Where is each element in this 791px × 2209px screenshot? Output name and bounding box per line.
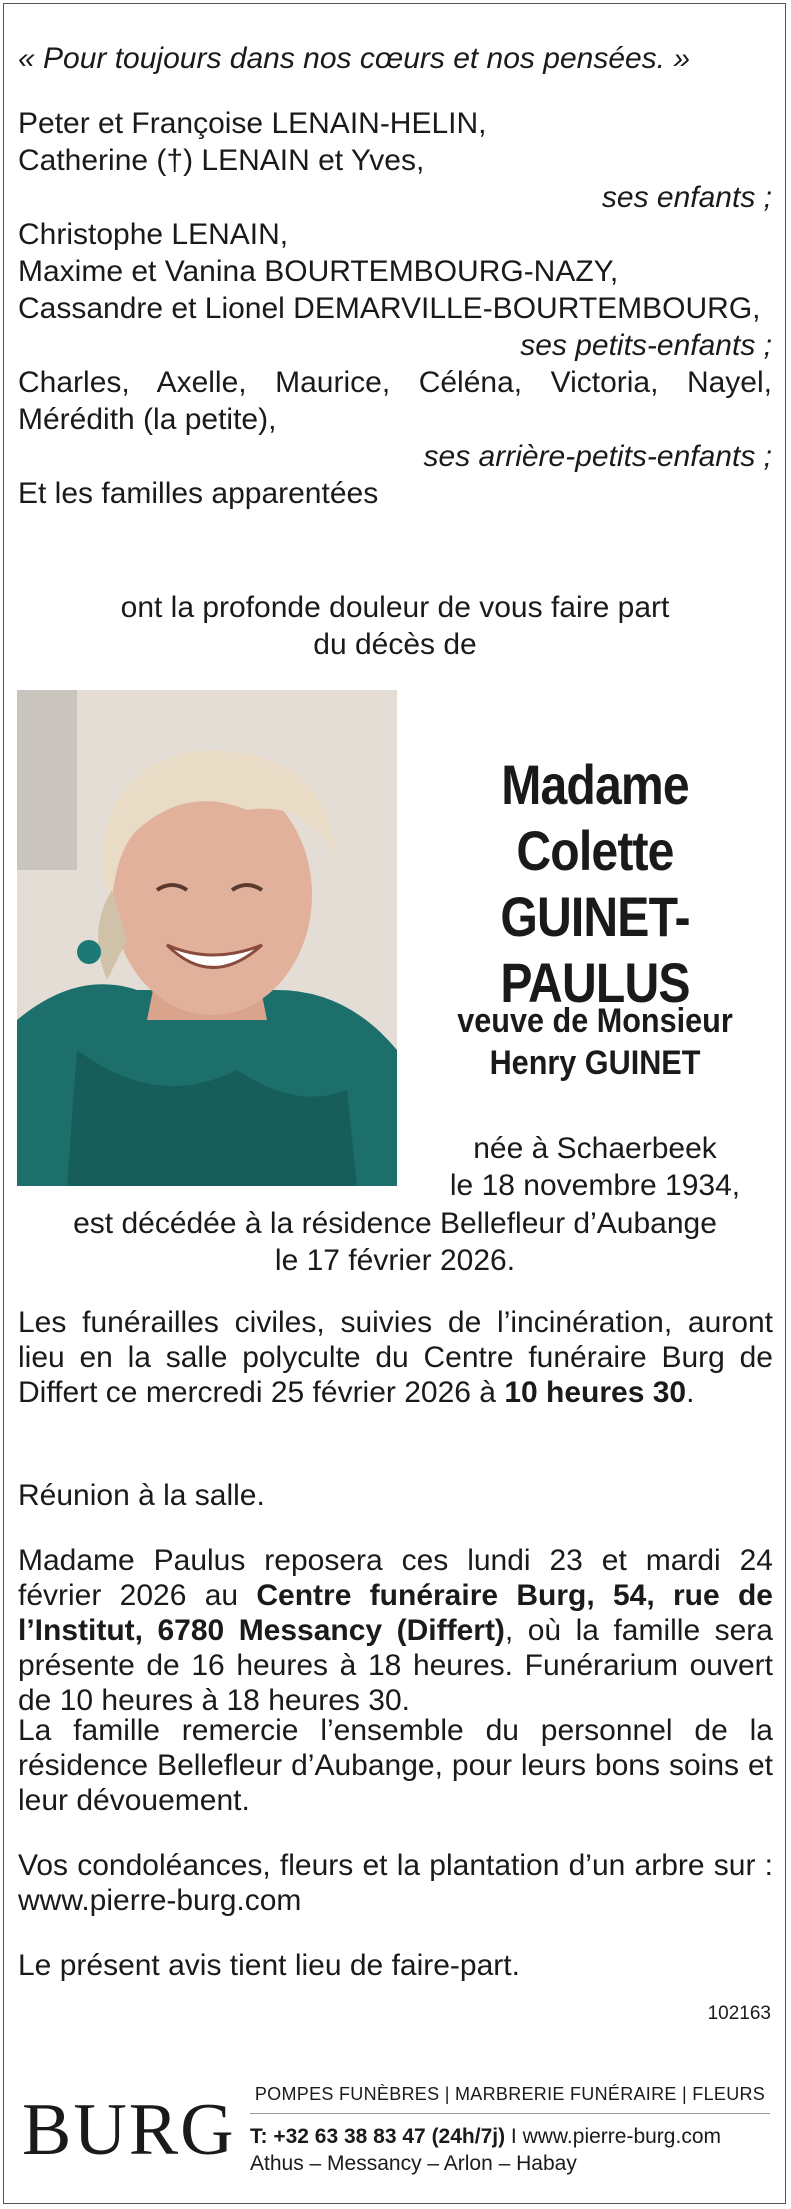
reunion-paragraph: Réunion à la salle. xyxy=(18,1479,265,1512)
condolences-paragraph: Vos condoléances, fleurs et la plantation d’un arbre sur : www.pierre-burg.com xyxy=(18,1849,773,1917)
relatives-line: Et les familles apparentées xyxy=(18,477,379,510)
funeral-home-address: Centre funéraire Burg, 54, rue de l’Institut, 6780 Messancy (Differt) xyxy=(18,1579,773,1647)
deceased-name: Madame Colette GUINET-PAULUS xyxy=(500,753,690,1014)
announcement: ont la profonde douleur de vous faire part du décès de xyxy=(120,591,670,661)
grandchildren-label: ses petits-enfants ; xyxy=(520,329,772,362)
portrait-photo xyxy=(17,690,397,1186)
grandchildren-line: Maxime et Vanina BOURTEMBOURG-NAZY, xyxy=(18,255,619,288)
widow-of: veuve de Monsieur Henry GUINET xyxy=(457,1002,733,1082)
company-website: I www.pierre-burg.com xyxy=(505,2125,721,2148)
notice-paragraph: Le présent avis tient lieu de faire-part. xyxy=(18,1949,520,1982)
company-tagline: POMPES FUNÈBRES | MARBRERIE FUNÉRAIRE | FLEURS xyxy=(250,2084,770,2114)
company-locations: Athus – Messancy – Arlon – Habay xyxy=(250,2152,577,2175)
children-line: Catherine (†) LENAIN et Yves, xyxy=(18,144,425,177)
viewing-paragraph: Madame Paulus reposera ces lundi 23 et mardi 24 février 2026 au Centre funéraire Burg, 54, rue de l’Institut, 6780 Messancy (Differt), où la famille sera présente de 16 heures à 18 heures. Funérarium ouvert de 10 heures à 18 heures 30. xyxy=(18,1544,773,1717)
birth-info: née à Schaerbeek le 18 novembre 1934, xyxy=(449,1132,741,1202)
children-line: Peter et Françoise LENAIN-HELIN, xyxy=(18,107,487,140)
burg-logo: BURG xyxy=(22,2089,236,2171)
great-grandchildren-line: Charles, Axelle, Maurice, Céléna, Victoria, Nayel, xyxy=(18,366,772,399)
family-list xyxy=(18,105,772,512)
grandchildren-line: Christophe LENAIN, xyxy=(18,218,289,251)
epigraph: « Pour toujours dans nos cœurs et nos pensées. » xyxy=(18,42,691,75)
reference-number: 102163 xyxy=(707,2003,771,2024)
children-label: ses enfants ; xyxy=(601,181,772,214)
death-info: est décédée à la résidence Bellefleur d’Aubange le 17 février 2026. xyxy=(73,1207,717,1277)
portrait-illustration xyxy=(17,690,397,1186)
grandchildren-line: Cassandre et Lionel DEMARVILLE-BOURTEMBOURG, xyxy=(18,292,761,325)
great-grandchildren-label: ses arrière-petits-enfants ; xyxy=(423,440,772,473)
funeral-paragraph: Les funérailles civiles, suivies de l’incinération, auront lieu en la salle polyculte du Centre funéraire Burg de Differt ce mercredi 25 février 2026 à 10 heures 30. xyxy=(18,1306,773,1409)
thanks-paragraph: La famille remercie l’ensemble du personnel de la résidence Bellefleur d’Aubange, pour leurs bons soins et leur dévouement. xyxy=(18,1714,773,1817)
great-grandchildren-line: Mérédith (la petite), xyxy=(18,403,277,436)
funeral-time: 10 heures 30 xyxy=(504,1376,687,1409)
company-contact: T: +32 63 38 83 47 (24h/7j) I www.pierre-burg.com xyxy=(250,2125,721,2148)
